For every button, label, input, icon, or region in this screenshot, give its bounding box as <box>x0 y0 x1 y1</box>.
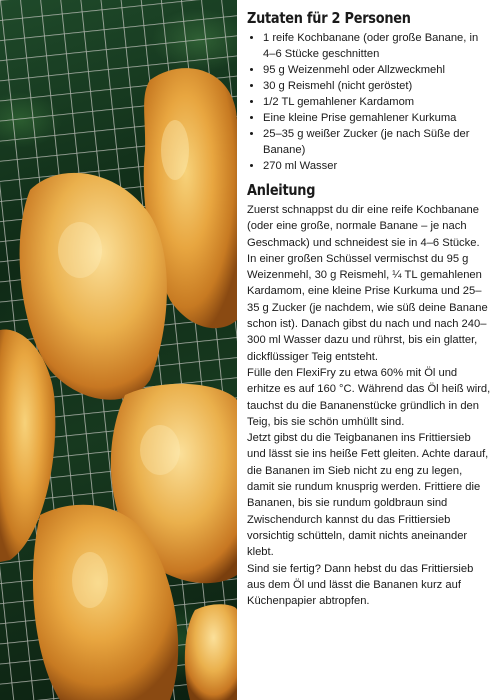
food-photo <box>0 0 237 700</box>
instruction-paragraph: In einer großen Schüssel vermischst du 95 g Weizenmehl, 30 g Reismehl, ¼ TL gemahlenen Kardamom, eine kleine Prise Kurkuma und 25–35 g Zucker (je nachdem, wie süß deine Banane schon ist). Danach gibst du nach und nach 240–300 ml Wasser dazu und rührst, bis ein glatter, dickflüssiger Teig entsteht. <box>247 252 488 363</box>
ingredients-section <box>247 6 491 174</box>
fried-banana-fritters-image <box>0 0 237 700</box>
ingredient-item: • 1/2 TL gemahlener Kardamom <box>263 94 491 110</box>
instruction-paragraph: Zuerst schnappst du dir eine reife Kochbanane (oder eine große, normale Banane – je nach Geschmack) und schneidest sie in 4–6 Stücke. <box>247 204 480 249</box>
recipe-text-column <box>247 6 491 696</box>
ingredient-item: • Eine kleine Prise gemahlener Kurkuma <box>263 110 491 126</box>
instructions-heading: Anleitung <box>247 181 316 199</box>
instruction-paragraph: Fülle den FlexiFry zu etwa 60% mit Öl und erhitze es auf 160 °C. Während das Öl heiß wird, tauchst du die Bananenstücke gründlich in den Teig, bis sie schön umhüllt sind. <box>247 366 491 428</box>
ingredient-item: • 30 g Reismehl (nicht geröstet) <box>263 78 491 94</box>
instructions-section <box>247 178 491 609</box>
ingredient-item: • 95 g Weizenmehl oder Allzweckmehl <box>263 62 491 78</box>
ingredient-item: • 25–35 g weißer Zucker (je nach Süße der Banane) <box>263 126 491 158</box>
instruction-paragraph: Jetzt gibst du die Teigbananen ins Frittiersieb und lässt sie ins heiße Fett gleiten. Achte darauf, die Bananen im Sieb nicht zu eng zu legen, damit sie rundum knusprig werden. Frittiere die Bananen, bis sie rundum goldbraun sind Zwischendurch kannst du das Frittiersieb vorsichtig schütteln, damit nichts aneinander klebt. <box>247 432 489 559</box>
ingredients-heading: Zutaten für 2 Personen <box>247 9 411 27</box>
ingredient-item: • 1 reife Kochbanane (oder große Banane, in 4–6 Stücke geschnitten <box>263 30 491 62</box>
ingredient-item: • 270 ml Wasser <box>263 158 491 174</box>
instruction-paragraph: Sind sie fertig? Dann hebst du das Frittiersieb aus dem Öl und lässt die Bananen kurz auf Küchenpapier abtropfen. <box>247 562 474 608</box>
ingredients-list <box>247 30 491 174</box>
